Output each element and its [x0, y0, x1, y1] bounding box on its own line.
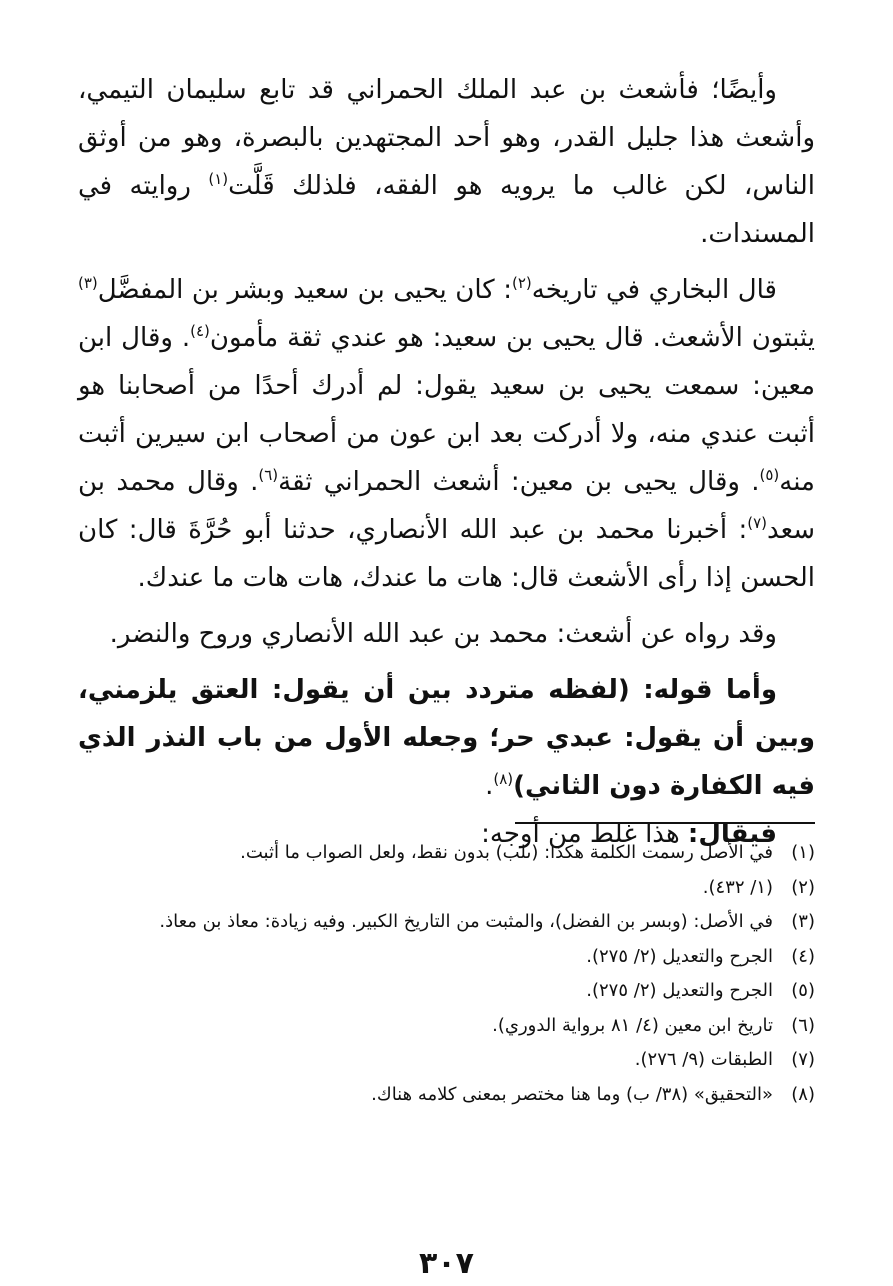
- footnote-ref-3[interactable]: (٣): [78, 274, 98, 292]
- paragraph-3: وقد رواه عن أشعث: محمد بن عبد الله الأنصاري وروح والنضر.: [109, 619, 777, 649]
- footnote-number: (٨): [791, 1083, 815, 1105]
- footnote-number: (١): [791, 842, 815, 863]
- paragraph-5-text: هذا غلط من أوجه:: [481, 819, 688, 849]
- paragraph-2-text-f: . وقال محمد بن سعد: [78, 467, 815, 545]
- paragraph-4-end: .: [485, 771, 494, 801]
- paragraph-2-text-c: يثبتون الأشعث. قال يحيى بن سعيد: هو عندي ثقة مأمون: [209, 323, 816, 353]
- paragraph-5-lead: فيقال:: [687, 819, 777, 849]
- footnote-text: الجرح والتعديل (٢/ ٢٧٥).: [586, 945, 773, 967]
- paragraph-2-text-e: . وقال يحيى بن معين: أشعث الحمراني ثقة: [278, 467, 760, 497]
- footnote-text: «التحقيق» (٣٨/ ب) وما هنا مختصر بمعنى كلامه هناك.: [371, 1083, 773, 1105]
- footnote-text: تاريخ ابن معين (٤/ ٨١ برواية الدوري).: [492, 1014, 773, 1036]
- footnote-item: [78, 974, 815, 1009]
- footnote-item: [78, 1009, 815, 1044]
- page-number: ٣٠٧: [419, 1246, 474, 1281]
- footnote-ref-1[interactable]: (١): [208, 170, 229, 188]
- footnote-item: [78, 1078, 815, 1113]
- paragraph-1: [78, 66, 815, 258]
- footnote-text: (١/ ٤٣٢).: [702, 876, 773, 898]
- footnote-text: في الأصل: (وبسر بن الفضل)، والمثبت من التاريخ الكبير. وفيه زيادة: معاذ بن معاذ.: [159, 911, 773, 932]
- footnote-ref-2[interactable]: (٢): [511, 274, 532, 292]
- footnote-number: (٢): [791, 876, 815, 898]
- footnote-number: (٤): [791, 945, 815, 967]
- footnote-text: الجرح والتعديل (٢/ ٢٧٥).: [586, 980, 773, 1001]
- book-page: [78, 66, 815, 1286]
- footnote-ref-8[interactable]: (٨): [493, 770, 514, 788]
- paragraph-4-quote: (لفظه متردد بين أن يقول: العتق يلزمني، وبين أن يقول: عبدي حر؛ وجعله الأول من باب النذر الذي فيه الكفارة دون الثاني): [78, 675, 815, 801]
- footnote-ref-5[interactable]: (٥): [759, 466, 780, 484]
- footnote-item: [78, 1043, 815, 1078]
- footnote-item: [78, 836, 815, 871]
- footnote-number: (٦): [791, 1014, 815, 1036]
- paragraph-2-text-d: . وقال ابن معين: سمعت يحيى بن سعيد يقول: لم أدرك أحدًا من أصحابنا هو أثبت عندي منه، ولا أدركت بعد ابن عون من أصحاب ابن سيرين أثبت منه: [78, 323, 815, 497]
- footnote-item: [78, 905, 815, 940]
- footnote-number: (٣): [791, 911, 815, 932]
- paragraph-1-text-end: روايته في المسندات.: [78, 171, 815, 249]
- footnotes: [78, 836, 815, 1112]
- paragraph-4: [78, 666, 815, 810]
- footnote-number: (٥): [791, 980, 815, 1001]
- footnote-text: في الأصل رسمت الكلمة هكذا: (ىلب) بدون نقط، ولعل الصواب ما أثبت.: [240, 842, 773, 863]
- footnote-ref-6[interactable]: (٦): [258, 466, 279, 484]
- paragraph-2-text-a: قال البخاري في تاريخه: [531, 275, 777, 305]
- footnote-text: الطبقات (٩/ ٢٧٦).: [634, 1049, 773, 1070]
- footnote-number: (٧): [791, 1049, 815, 1070]
- paragraph-1-text: وأيضًا؛ فأشعث بن عبد الملك الحمراني قد تابع سليمان التيمي، وأشعث هذا جليل القدر، وهو أحد المجتهدين بالبصرة، وهو من أوثق الناس، لكن غالب ما يرويه هو الفقه، فلذلك قَلَّت: [78, 75, 815, 201]
- footnote-item: [78, 940, 815, 975]
- paragraph-2-text-g: : أخبرنا محمد بن عبد الله الأنصاري، حدثنا أبو حُرَّةَ قال: كان الحسن إذا رأى الأشعث قال: هات ما عندك، هات هات ما عندك.: [78, 515, 815, 593]
- footnote-item: [78, 871, 815, 906]
- paragraph-2-text-b: : كان يحيى بن سعيد وبشر بن المفضَّل: [97, 275, 512, 305]
- paragraph-4-lead: وأما قوله:: [643, 675, 777, 705]
- footnote-separator: [515, 822, 815, 824]
- footnote-ref-7[interactable]: (٧): [747, 514, 768, 532]
- paragraph-2: [78, 266, 815, 602]
- footnote-ref-4[interactable]: (٤): [190, 322, 210, 340]
